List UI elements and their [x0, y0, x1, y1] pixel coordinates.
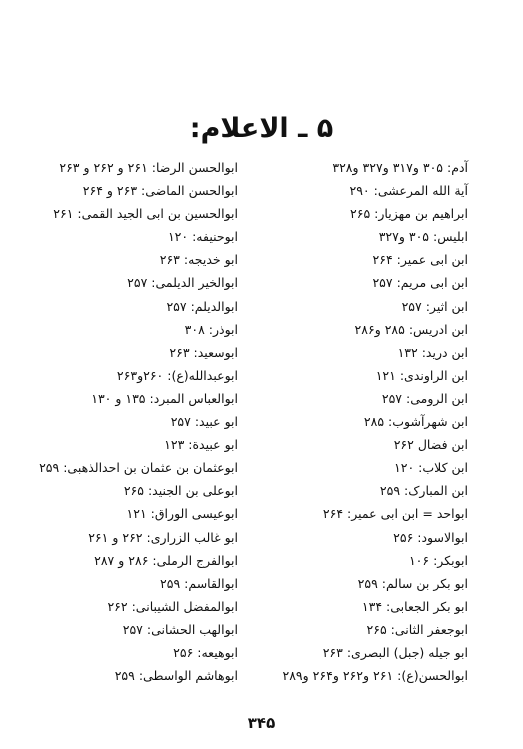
- index-entry: ابواحد = ابن ابی عمیر: ۲۶۴: [322, 506, 468, 522]
- index-entry: ابراهیم بن مهزیار: ۲۶۵: [350, 206, 468, 222]
- index-entry: ابن ادریس: ۲۸۵ و۲۸۶: [354, 321, 468, 337]
- index-entry: ابوالحسین بن ابی الجید القمی: ۲۶۱: [53, 206, 238, 222]
- index-entry: ابن اثیر: ۲۵۷: [401, 298, 468, 314]
- index-entry: ابوالحسن(ع): ۲۶۱ و۲۶۲ و۲۶۴ و۲۸۹: [282, 668, 468, 684]
- index-entry: ابوهاشم الواسطی: ۲۵۹: [114, 668, 238, 684]
- index-entry: ابوبکر: ۱۰۶: [408, 552, 468, 568]
- index-entry: ابوالمفضل الشیبانی: ۲۶۲: [107, 598, 238, 614]
- index-entry: آدم: ۳۰۵ و۳۱۷ و۳۲۷ و۳۲۸: [332, 160, 468, 175]
- index-entry: ابوالحسن الماضی: ۲۶۳ و ۲۶۴: [82, 183, 238, 199]
- index-entry: ابوالعباس المبرد: ۱۳۵ و ۱۳۰: [91, 390, 238, 406]
- index-entry: ابو بکر الجعابی: ۱۳۴: [361, 598, 468, 614]
- index-entry: ابوهیعه: ۲۵۶: [173, 644, 238, 660]
- index-column-left: [6, 156, 238, 687]
- index-entry: ابوالهب الحشانی: ۲۵۷: [122, 621, 238, 637]
- page-number: ۳۴۵: [247, 714, 276, 732]
- index-entry: ابو عبید: ۲۵۷: [170, 414, 238, 430]
- index-entry: ابو غالب الزراری: ۲۶۲ و ۲۶۱: [88, 529, 238, 545]
- index-entry: ابوعلی بن الجنید: ۲۶۵: [123, 483, 238, 499]
- index-entry: ابوعیسی الوراق: ۱۲۱: [126, 506, 238, 522]
- index-entry: ابوالفرج الرملی: ۲۸۶ و ۲۸۷: [94, 552, 238, 568]
- index-entry: ابن فضال ۲۶۲: [393, 437, 468, 453]
- index-entry: ابو جیله (جبل) البصری: ۲۶۳: [322, 644, 468, 660]
- index-entry: ابن درید: ۱۳۲: [397, 344, 468, 360]
- index-entry: ابوالحسن الرضا: ۲۶۱ و ۲۶۲ و ۲۶۳: [59, 160, 238, 175]
- index-entry: ابن شهرآشوب: ۲۸۵: [363, 414, 468, 430]
- index-entry: آیة الله المرعشی: ۲۹۰: [349, 183, 468, 199]
- index-entry: ابو عبیدة: ۱۲۳: [164, 437, 238, 453]
- index-entry: ابوالدیلم: ۲۵۷: [166, 298, 238, 314]
- index-entry: ابن المبارک: ۲۵۹: [379, 483, 468, 499]
- index-entry: ابلیس: ۳۰۵ و۳۲۷: [378, 229, 468, 245]
- index-entry: ابوالخیر الدیلمی: ۲۵۷: [127, 275, 238, 291]
- index-entry: ابن کلاب: ۱۲۰: [394, 460, 468, 476]
- index-entry: ابن الراوندی: ۱۲۱: [375, 367, 468, 383]
- index-entry: ابوالقاسم: ۲۵۹: [160, 575, 238, 591]
- index-entry: ابو خدیجه: ۲۶۳: [159, 252, 238, 268]
- index-entry: ابوالاسود: ۲۵۶: [393, 529, 468, 545]
- index-entry: ابن الرومی: ۲۵۷: [381, 390, 468, 406]
- index-entry: ابوعثمان بن عثمان بن احدالذهبی: ۲۵۹: [39, 460, 238, 476]
- index-entry: ابوجعفر الثانی: ۲۶۵: [366, 621, 468, 637]
- index-entry: ابن ابی مریم: ۲۵۷: [372, 275, 468, 291]
- index-column-right: [253, 156, 468, 687]
- section-heading: ۵ ـ الاعلام:: [189, 113, 334, 144]
- index-entry: ابوسعید: ۲۶۳: [169, 344, 238, 360]
- index-entry: ابوعبدالله(ع): ۲۶۰و۲۶۳: [116, 367, 238, 383]
- index-entry: ابوذر: ۳۰۸: [184, 321, 238, 337]
- index-entry: ابوحنیفه: ۱۲۰: [167, 229, 238, 245]
- index-entry: ابن ابی عمیر: ۲۶۴: [372, 252, 468, 268]
- index-entry: ابو بکر بن سالم: ۲۵۹: [357, 575, 468, 591]
